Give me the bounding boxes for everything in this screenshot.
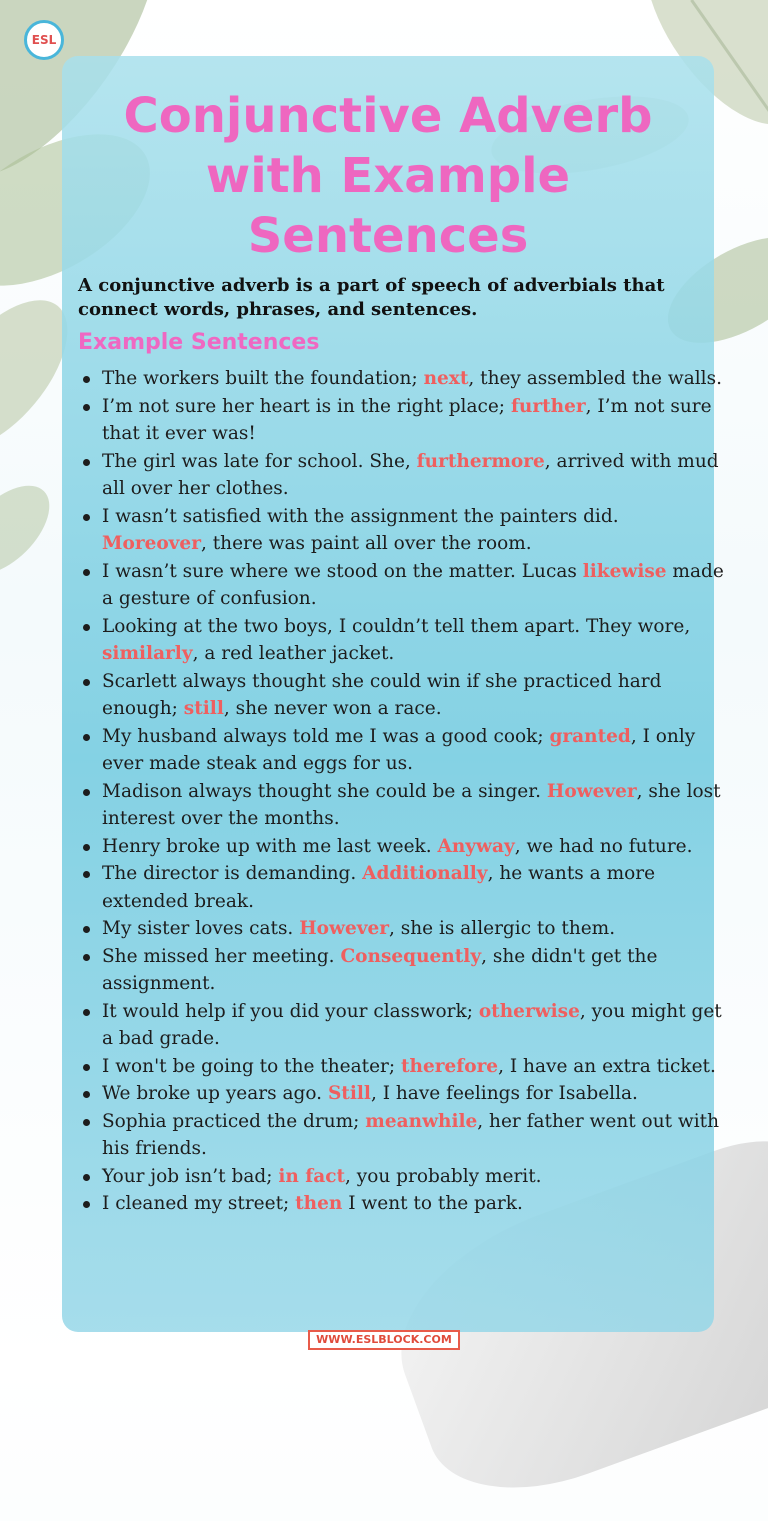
sentence-text: , I have an extra ticket. (498, 1055, 716, 1077)
sentence-text: I won't be going to the theater; (102, 1055, 401, 1077)
logo-text: ESL (31, 33, 57, 47)
conjunctive-adverb: likewise (582, 560, 667, 582)
sentence-text: I wasn’t sure where we stood on the matter. Lucas (102, 560, 583, 582)
sentence-text: , you might get a bad grade. (102, 1000, 722, 1049)
page-title (62, 86, 714, 266)
conjunctive-adverb: Consequently (340, 945, 482, 967)
sentence-text: , you probably merit. (345, 1165, 542, 1187)
sentence-text: , he wants a more extended break. (102, 863, 656, 912)
example-sentence (78, 365, 728, 393)
example-sentence (78, 778, 728, 833)
conjunctive-adverb: However (546, 780, 637, 802)
sentence-text: , a red leather jacket. (192, 643, 395, 664)
conjunctive-adverb: Moreover (102, 533, 201, 554)
sentence-text: We broke up years ago. (102, 1083, 328, 1104)
example-sentence (78, 1108, 728, 1163)
sentence-text: , they assembled the walls. (468, 368, 722, 389)
leaf-decoration (0, 470, 65, 590)
title-line-2: with Example (205, 148, 571, 204)
example-sentence (78, 915, 728, 943)
sentence-text: , she didn't get the assignment. (102, 945, 658, 994)
example-sentence (78, 833, 728, 861)
example-sentence (78, 613, 728, 668)
conjunctive-adverb: granted (549, 725, 631, 747)
conjunctive-adverb: Anyway (437, 835, 515, 857)
sentence-text: Henry broke up with me last week. (102, 835, 438, 857)
example-sentence-list (78, 365, 728, 1218)
sentence-text: , we had no future. (514, 835, 693, 857)
conjunctive-adverb: similarly (102, 643, 193, 664)
sentence-text: I wasn’t satisfied with the assignment the painters did. (102, 505, 619, 527)
sentence-text: Madison always thought she could be a singer. (102, 780, 547, 802)
sentence-text: , her father went out with his friends. (102, 1110, 720, 1159)
conjunctive-adverb: further (510, 395, 586, 417)
sentence-text: Sophia practiced the drum; (102, 1110, 366, 1132)
sentence-text: , there was paint all over the room. (200, 533, 532, 554)
intro-paragraph: A conjunctive adverb is a part of speech of adverbials that connect words, phrases, and sentences. (78, 275, 665, 320)
example-sentence (78, 1190, 728, 1218)
sentence-text: Your job isn’t bad; (102, 1165, 279, 1187)
sentence-text: , I only ever made steak and eggs for us. (102, 725, 696, 774)
sentence-text: I cleaned my street; (102, 1193, 296, 1214)
sentence-text: The girl was late for school. She, (102, 450, 417, 472)
example-sentence (78, 448, 728, 503)
sentence-text: made a gesture of confusion. (102, 560, 724, 609)
conjunctive-adverb: still (183, 698, 224, 719)
title-line-3: Sentences (247, 208, 529, 264)
conjunctive-adverb: Additionally (362, 863, 488, 884)
sentence-text: , arrived with mud all over her clothes. (102, 450, 719, 499)
example-sentence (78, 860, 728, 915)
conjunctive-adverb: then (295, 1193, 343, 1214)
conjunctive-adverb: otherwise (478, 1000, 580, 1022)
example-sentence (78, 723, 728, 778)
sentence-text: I’m not sure her heart is in the right place; (102, 395, 511, 417)
sentence-text: , she lost interest over the months. (102, 780, 721, 829)
conjunctive-adverb: next (423, 368, 469, 389)
conjunctive-adverb: furthermore (416, 450, 545, 472)
title-line-1: Conjunctive Adverb (123, 88, 653, 144)
conjunctive-adverb: in fact (278, 1165, 346, 1187)
example-sentence (78, 1080, 728, 1108)
example-sentence (78, 1053, 728, 1081)
sentence-text: , she is allergic to them. (388, 918, 616, 939)
example-sentence (78, 668, 728, 723)
section-heading: Example Sentences (78, 330, 320, 355)
sentence-text: She missed her meeting. (102, 945, 341, 967)
sentence-text: , she never won a race. (223, 698, 442, 719)
example-sentence (78, 393, 728, 448)
example-sentence (78, 1163, 728, 1191)
conjunctive-adverb: Still (327, 1083, 371, 1104)
conjunctive-adverb: therefore (400, 1055, 499, 1077)
sentence-text: Scarlett always thought she could win if she practiced hard enough; (102, 670, 662, 719)
sentence-text: I went to the park. (342, 1193, 523, 1214)
conjunctive-adverb: meanwhile (365, 1110, 478, 1132)
sentence-text: The director is demanding. (102, 863, 363, 884)
website-footer: WWW.ESLBLOCK.COM (308, 1330, 460, 1350)
esl-logo (24, 20, 64, 60)
example-sentence (78, 558, 728, 613)
sentence-text: , I’m not sure that it ever was! (102, 395, 712, 444)
sentence-text: Looking at the two boys, I couldn’t tell them apart. They wore, (102, 615, 691, 637)
example-sentence (78, 998, 728, 1053)
sentence-text: My sister loves cats. (102, 918, 300, 939)
sentence-text: , I have feelings for Isabella. (370, 1083, 638, 1104)
sentence-text: The workers built the foundation; (102, 368, 424, 389)
example-sentence (78, 943, 728, 998)
conjunctive-adverb: However (299, 918, 389, 939)
example-sentence (78, 503, 728, 558)
sentence-text: It would help if you did your classwork; (102, 1000, 479, 1022)
sentence-text: My husband always told me I was a good cook; (102, 725, 550, 747)
